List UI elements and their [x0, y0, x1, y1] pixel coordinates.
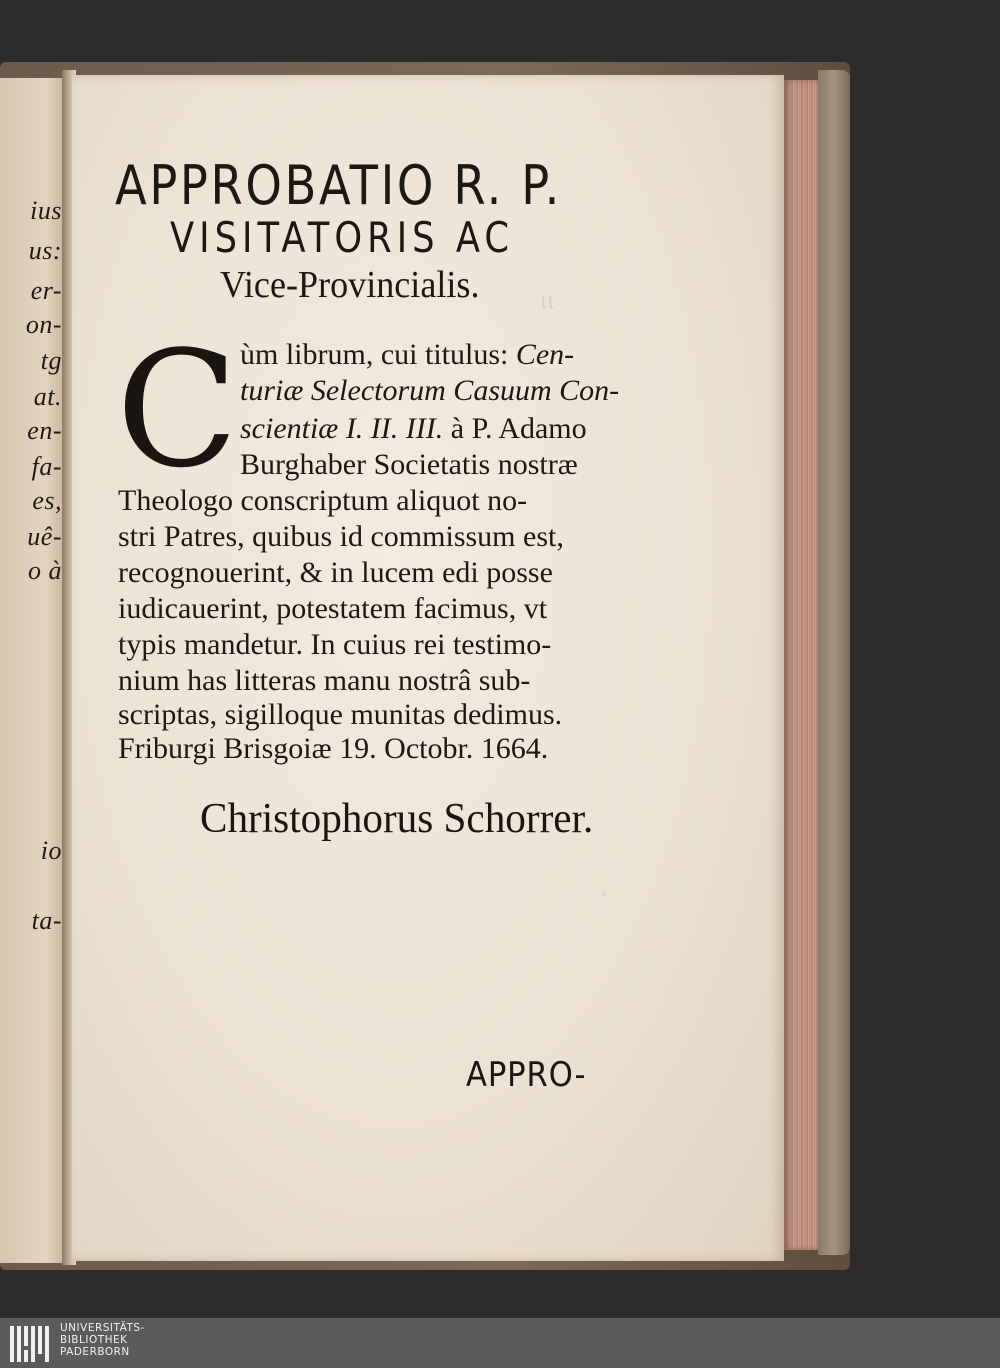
- body-line-5: Theologo conscriptum aliquot no-: [118, 484, 528, 517]
- body-line-11: scriptas, sigilloque munitas dedimus.: [118, 698, 563, 731]
- heading-line-1: APPROBATIO R. P.: [115, 154, 562, 217]
- left-fragment: en-: [27, 416, 62, 445]
- left-fragment: er-: [30, 276, 62, 305]
- body-line-2: [240, 376, 619, 406]
- body-line-12: Friburgi Brisgoiæ 19. Octobr. 1664.: [118, 732, 549, 765]
- signature: Christophorus Schorrer.: [200, 796, 594, 842]
- body-line-1: [240, 340, 574, 370]
- left-fragment: o à: [28, 556, 62, 585]
- left-fragment: at.: [33, 382, 62, 411]
- body-line-8: iudicauerint, potestatem facimus, vt: [118, 592, 548, 625]
- body-line-6: stri Patres, quibus id commissum est,: [118, 520, 564, 553]
- left-fragment: es,: [32, 486, 62, 515]
- body-line-3: [240, 414, 587, 444]
- left-fragment: io: [40, 836, 62, 865]
- page-edges: [784, 80, 820, 1250]
- library-logo-icon: [8, 1322, 52, 1366]
- library-name-line-1: UNIVERSITÄTS-: [60, 1322, 145, 1334]
- body-line-3-text: à P. Adamo: [443, 412, 587, 445]
- library-name-line-2: BIBLIOTHEK: [60, 1334, 128, 1346]
- left-fragment: tg: [40, 346, 62, 375]
- left-page: [0, 78, 66, 1263]
- heading-line-2: VISITATORIS AC: [170, 213, 515, 262]
- body-line-10: nium has litteras manu nostrâ sub-: [118, 664, 531, 697]
- left-fragment: ius: [30, 196, 62, 225]
- bleed-through: ·: [600, 880, 609, 909]
- footer-bar: [0, 1318, 1000, 1368]
- body-line-9: typis mandetur. In cuius rei testimo-: [118, 628, 552, 661]
- body-line-4: Burghaber Societatis nostræ: [240, 448, 578, 481]
- drop-cap: C: [116, 316, 239, 503]
- left-fragment: on-: [25, 310, 62, 339]
- left-fragment: fa-: [31, 452, 62, 481]
- library-name: [60, 1322, 145, 1358]
- cover-edge: [818, 70, 850, 1255]
- body-line-3-italic: scientiæ I. II. III.: [240, 412, 444, 445]
- body-line-7: recognouerint, & in lucem edi posse: [118, 556, 553, 589]
- body-line-2-italic: turiæ Selectorum Casuum Con-: [240, 374, 620, 407]
- body-line-1-text: ùm librum, cui titulus:: [240, 338, 516, 371]
- bleed-through: ιι: [540, 285, 554, 314]
- catchword: APPRO-: [466, 1055, 587, 1095]
- heading-line-3: Vice-Provincialis.: [220, 264, 480, 306]
- left-fragment: ta-: [31, 906, 62, 935]
- library-name-line-3: PADERBORN: [60, 1346, 130, 1358]
- body-line-1-italic: Cen-: [515, 338, 575, 371]
- left-fragment: us:: [28, 236, 62, 265]
- left-fragment: uê-: [27, 522, 62, 551]
